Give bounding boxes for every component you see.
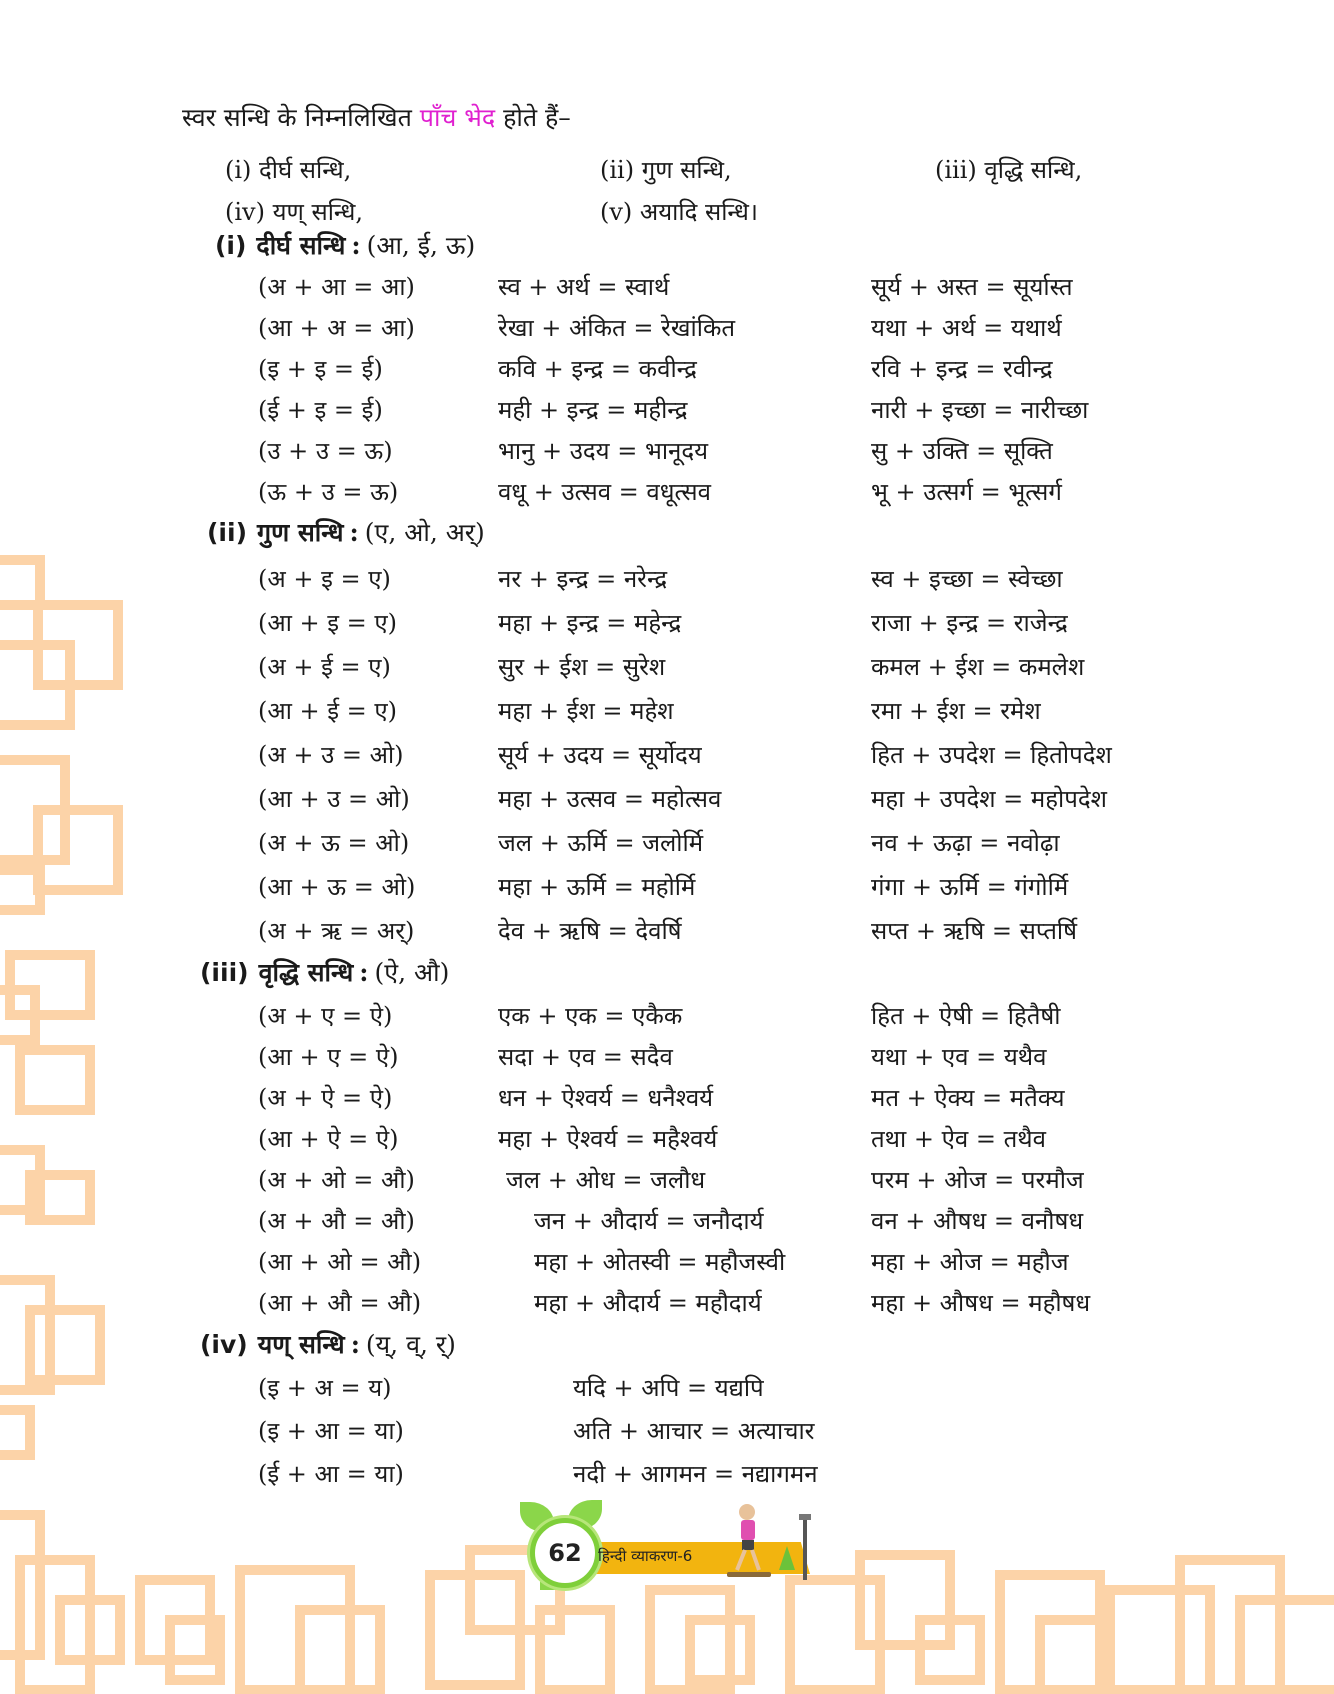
- section-heading-yan: [200, 1327, 456, 1361]
- rule: (आ + ए = ऐ): [258, 1043, 399, 1071]
- section-number: (iv): [200, 1330, 248, 1359]
- example-1: जल + ऊर्मि = जलोर्मि: [498, 828, 704, 857]
- rule: (अ + इ = ए): [258, 564, 391, 593]
- rule: (आ + ऊ = ओ): [258, 872, 416, 901]
- page-number: 62: [530, 1518, 600, 1588]
- example-2: गंगा + ऊर्मि = गंगोर्मि: [871, 872, 1069, 901]
- example-2: यथा + अर्थ = यथार्थ: [871, 314, 1062, 342]
- section-number: (i): [215, 231, 247, 260]
- example-row: [258, 471, 1258, 512]
- example-row: [258, 688, 1258, 732]
- rule: (आ + ऐ = ऐ): [258, 1125, 399, 1153]
- rule: (अ + उ = ओ): [258, 740, 404, 769]
- example-1: महा + ऊर्मि = महोर्मि: [498, 872, 696, 901]
- example-2: सूर्य + अस्त = सूर्यास्त: [871, 273, 1073, 301]
- example-1: नर + इन्द्र = नरेन्द्र: [498, 564, 668, 593]
- section-colon: :: [359, 958, 369, 987]
- example-row: [258, 430, 1258, 471]
- example-row: [258, 820, 1258, 864]
- rule: (आ + इ = ए): [258, 608, 398, 637]
- section-heading-guna: [207, 515, 485, 549]
- example-row: [258, 600, 1258, 644]
- example-2: मत + ऐक्य = मतैक्य: [871, 1084, 1065, 1112]
- example-row: [258, 776, 1258, 820]
- section-rows-dirgha: [258, 266, 1258, 512]
- example-row: [258, 1036, 1258, 1077]
- page-number-badge: [520, 1500, 820, 1590]
- rule: (इ + अ = य): [258, 1374, 392, 1402]
- section-vowels: (ऐ, औ): [374, 958, 450, 987]
- rule: (आ + ओ = औ): [258, 1248, 422, 1276]
- example-1: महा + ईश = महेश: [498, 696, 674, 725]
- example-row: [258, 1159, 1258, 1200]
- example-2: सु + उक्ति = सूक्ति: [871, 437, 1053, 465]
- rule: (आ + उ = ओ): [258, 784, 410, 813]
- intro-sentence: [182, 100, 571, 134]
- type-item: (i) दीर्घ सन्धि,: [225, 155, 352, 184]
- example-1: महा + ऐश्वर्य = महैश्वर्य: [498, 1125, 718, 1153]
- rule: (अ + ऐ = ऐ): [258, 1084, 393, 1112]
- example-2: महा + उपदेश = महोपदेश: [871, 784, 1107, 813]
- rule: (अ + ऊ = ओ): [258, 828, 410, 857]
- section-colon: :: [350, 1330, 360, 1359]
- section-number: (ii): [207, 518, 247, 547]
- example-1: एक + एक = एकैक: [498, 1002, 683, 1030]
- example-row: [258, 1409, 1258, 1452]
- section-colon: :: [351, 231, 361, 260]
- example-2: रवि + इन्द्र = रवीन्द्र: [871, 355, 1053, 383]
- example-row: [258, 1452, 1258, 1495]
- example-1: सदा + एव = सदैव: [498, 1043, 673, 1071]
- example-1: मही + इन्द्र = महीन्द्र: [498, 396, 688, 424]
- example-2: परम + ओज = परमौज: [871, 1166, 1084, 1194]
- example-row: [258, 266, 1258, 307]
- example-row: [258, 1366, 1258, 1409]
- type-item: (v) अयादि सन्धि।: [600, 197, 758, 226]
- example-row: [258, 348, 1258, 389]
- example-1: अति + आचार = अत्याचार: [573, 1417, 815, 1445]
- example-2: महा + औषध = महौषध: [871, 1289, 1091, 1317]
- example-1: सुर + ईश = सुरेश: [498, 652, 666, 681]
- rule: (इ + इ = ई): [258, 355, 383, 383]
- example-2: कमल + ईश = कमलेश: [871, 652, 1085, 681]
- rule: (ई + इ = ई): [258, 396, 383, 424]
- example-2: हित + ऐषी = हितैषी: [871, 1002, 1061, 1030]
- example-2: हित + उपदेश = हितोपदेश: [871, 740, 1112, 769]
- example-row: [258, 1241, 1258, 1282]
- section-name: वृद्धि सन्धि: [258, 958, 354, 987]
- type-item: (ii) गुण सन्धि,: [600, 155, 732, 184]
- example-2: भू + उत्सर्ग = भूत्सर्ग: [871, 478, 1062, 506]
- example-row: [258, 307, 1258, 348]
- type-item: (iii) वृद्धि सन्धि,: [935, 155, 1083, 184]
- example-1: महा + औदार्य = महौदार्य: [534, 1289, 762, 1317]
- example-2: नव + ऊढ़ा = नवोढ़ा: [871, 828, 1060, 857]
- example-1: जल + ओध = जलौध: [506, 1166, 706, 1194]
- section-name: यण् सन्धि: [257, 1330, 345, 1359]
- example-row: [258, 389, 1258, 430]
- section-heading-vriddhi: [200, 955, 449, 989]
- example-row: [258, 1077, 1258, 1118]
- type-item: (iv) यण् सन्धि,: [225, 197, 363, 226]
- section-vowels: (ए, ओ, अर्): [364, 518, 485, 547]
- section-rows-guna: [258, 556, 1258, 952]
- rule: (अ + औ = औ): [258, 1207, 415, 1235]
- rule: (अ + ऋ = अर्): [258, 916, 415, 945]
- skateboarder-illustration-icon: [725, 1500, 815, 1590]
- example-row: [258, 1200, 1258, 1241]
- example-row: [258, 908, 1258, 952]
- book-title: हिन्दी व्याकरण-6: [598, 1547, 693, 1565]
- example-row: [258, 1282, 1258, 1323]
- example-row: [258, 1118, 1258, 1159]
- example-2: स्व + इच्छा = स्वेच्छा: [871, 564, 1063, 593]
- rule: (आ + ई = ए): [258, 696, 398, 725]
- example-2: तथा + ऐव = तथैव: [871, 1125, 1046, 1153]
- example-2: वन + औषध = वनौषध: [871, 1207, 1084, 1235]
- example-2: महा + ओज = महौज: [871, 1248, 1069, 1276]
- section-name: दीर्घ सन्धि: [256, 231, 346, 260]
- sandhi-types-list: [225, 148, 1125, 232]
- example-row: [258, 995, 1258, 1036]
- section-heading-dirgha: [215, 228, 475, 262]
- example-2: रमा + ईश = रमेश: [871, 696, 1041, 725]
- example-1: नदी + आगमन = नद्यागमन: [573, 1460, 818, 1488]
- example-row: [258, 556, 1258, 600]
- section-rows-vriddhi: [258, 995, 1258, 1323]
- types-row: [225, 148, 1125, 190]
- example-1: जन + औदार्य = जनौदार्य: [534, 1207, 764, 1235]
- rule: (अ + आ = आ): [258, 273, 415, 301]
- example-2: नारी + इच्छा = नारीच्छा: [871, 396, 1089, 424]
- example-1: महा + ओतस्वी = महौजस्वी: [534, 1248, 786, 1276]
- section-vowels: (आ, ई, ऊ): [366, 231, 476, 260]
- example-2: यथा + एव = यथैव: [871, 1043, 1047, 1071]
- types-row: [225, 190, 1125, 232]
- rule: (ई + आ = या): [258, 1460, 404, 1488]
- rule: (ऊ + उ = ऊ): [258, 478, 399, 506]
- example-1: महा + उत्सव = महोत्सव: [498, 784, 722, 813]
- rule: (उ + उ = ऊ): [258, 437, 393, 465]
- intro-text: स्वर सन्धि के निम्नलिखित: [182, 103, 420, 132]
- example-row: [258, 864, 1258, 908]
- example-1: यदि + अपि = यद्यपि: [573, 1374, 764, 1402]
- section-vowels: (य्, व्, र्): [365, 1330, 456, 1359]
- section-number: (iii): [200, 958, 249, 987]
- example-1: देव + ऋषि = देवर्षि: [498, 916, 682, 945]
- intro-highlight: पाँच भेद: [419, 103, 496, 132]
- example-1: स्व + अर्थ = स्वार्थ: [498, 273, 670, 301]
- intro-text-end: होते हैं–: [495, 103, 571, 132]
- example-row: [258, 644, 1258, 688]
- rule: (अ + ई = ए): [258, 652, 391, 681]
- example-row: [258, 732, 1258, 776]
- example-1: धन + ऐश्वर्य = धनैश्वर्य: [498, 1084, 714, 1112]
- rule: (अ + ए = ऐ): [258, 1002, 393, 1030]
- example-1: कवि + इन्द्र = कवीन्द्र: [498, 355, 697, 383]
- example-2: सप्त + ऋषि = सप्तर्षि: [871, 916, 1077, 945]
- rule: (इ + आ = या): [258, 1417, 404, 1445]
- example-1: रेखा + अंकित = रेखांकित: [498, 314, 736, 342]
- section-rows-yan: [258, 1366, 1258, 1495]
- rule: (आ + अ = आ): [258, 314, 415, 342]
- example-1: वधू + उत्सव = वधूत्सव: [498, 478, 711, 506]
- example-1: सूर्य + उदय = सूर्योदय: [498, 740, 702, 769]
- example-2: राजा + इन्द्र = राजेन्द्र: [871, 608, 1068, 637]
- section-name: गुण सन्धि: [257, 518, 344, 547]
- example-1: भानु + उदय = भानूदय: [498, 437, 709, 465]
- rule: (आ + औ = औ): [258, 1289, 422, 1317]
- rule: (अ + ओ = औ): [258, 1166, 415, 1194]
- section-colon: :: [349, 518, 359, 547]
- example-1: महा + इन्द्र = महेन्द्र: [498, 608, 682, 637]
